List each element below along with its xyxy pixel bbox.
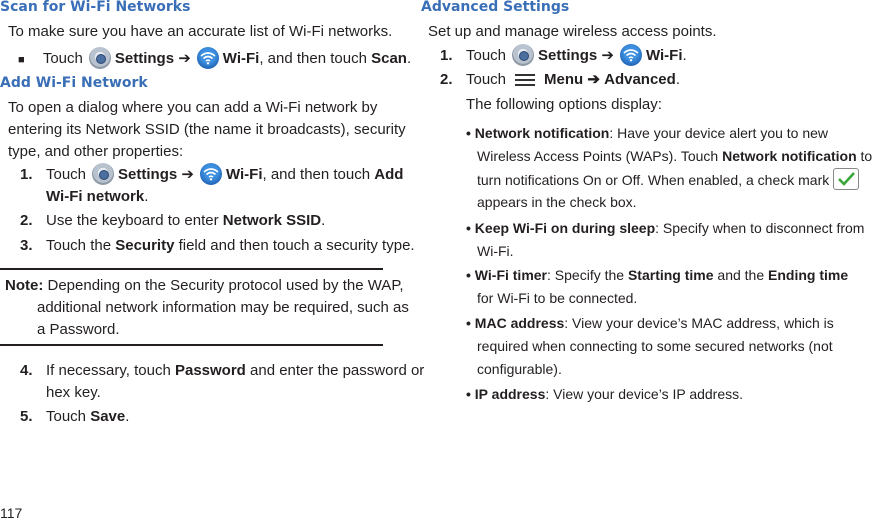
bullet-text: : Have your device alert you to new — [609, 125, 829, 141]
bullet-title: Network notification — [474, 125, 610, 141]
settings-icon — [512, 44, 534, 66]
settings-label: Settings — [118, 166, 178, 183]
bullet-network-notification: • Network notification: Have your device alert you to new — [466, 125, 829, 141]
add-step-4-cont: hex key. — [46, 384, 101, 401]
bullet-title: IP address — [474, 386, 546, 402]
security-label: Security — [115, 237, 175, 254]
touch-text: Touch — [46, 166, 87, 183]
touch-text: Touch — [42, 50, 83, 67]
step-text: Touch — [46, 408, 87, 425]
arrow-icon: ➔ — [587, 71, 600, 88]
bullet-text: turn notifications On or Off. When enabled, a check mark — [477, 172, 830, 188]
step-text-post: field and then touch a security type. — [178, 237, 415, 254]
bullet-text: to — [860, 148, 872, 164]
bullet-wifi-timer: • Wi-Fi timer: Specify the Starting time and the Ending time — [466, 267, 849, 283]
wifi-icon — [620, 44, 642, 66]
settings-label: Settings — [114, 50, 175, 67]
bullet-ip-address: • IP address: View your device’s IP address. — [466, 386, 744, 402]
network-notification-label: Network notification — [722, 148, 857, 164]
note-bottom-rule — [0, 344, 383, 346]
advanced-step-1: 1. Touch Settings ➔ Wi-Fi. — [440, 44, 687, 67]
step-number: 1. — [440, 47, 453, 64]
add-intro-3: type, and other properties: — [8, 143, 184, 160]
bullet-title: Wi-Fi timer — [474, 267, 548, 283]
note-line-2: additional network information may be required, such as — [37, 299, 409, 316]
advanced-heading: Advanced Settings — [421, 0, 570, 15]
save-label: Save — [90, 408, 126, 425]
bullet-keep-wifi-on: • Keep Wi-Fi on during sleep: Specify when to disconnect from — [466, 220, 865, 236]
step-text: Use the keyboard to enter — [46, 212, 219, 229]
options-display-text: The following options display: — [466, 96, 662, 113]
add-intro-2: entering its Network SSID (the name it broadcasts), security — [8, 121, 406, 138]
arrow-icon: ➔ — [181, 166, 194, 183]
menu-label: Menu — [544, 71, 584, 88]
touch-text: Touch — [466, 47, 507, 64]
add-step-5: 5. Touch Save. — [20, 406, 129, 428]
advanced-step-2: 2. Touch Menu ➔ Advanced. — [440, 69, 680, 91]
arrow-icon: ➔ — [601, 47, 614, 64]
step-text: If necessary, touch — [46, 362, 171, 379]
scan-then: , and then touch — [259, 50, 367, 67]
note — [5, 275, 404, 297]
arrow-icon: ➔ — [178, 50, 191, 67]
step-number: 2. — [20, 212, 33, 229]
add-step-2: 2. Use the keyboard to enter Network SSID. — [20, 210, 325, 232]
note-top-rule — [0, 268, 383, 270]
wifi-icon — [197, 47, 219, 69]
step-number: 1. — [20, 166, 33, 183]
wifi-label: Wi-Fi — [645, 47, 683, 64]
bullet-mac-address: • MAC address: View your device’s MAC address, which is — [466, 315, 834, 331]
bullet-title: MAC address — [474, 315, 565, 331]
bullet-network-notification-line-4: appears in the check box. — [477, 194, 637, 210]
scan-instruction: ■ Touch Settings ➔ Wi-Fi, and then touch Scan. — [18, 47, 411, 71]
bullet-wifi-timer-line-2: for Wi-Fi to be connected. — [477, 290, 638, 306]
add-label: Add — [374, 166, 404, 183]
settings-label: Settings — [538, 47, 598, 64]
bullet-mac-address-line-3: configurable). — [477, 361, 562, 377]
advanced-intro: Set up and manage wireless access points. — [428, 23, 717, 40]
add-step-1 — [20, 163, 403, 186]
then-text: , and then touch — [262, 166, 371, 183]
wifi-label: Wi-Fi — [225, 166, 263, 183]
bullet-keep-wifi-on-line-2: Wi-Fi. — [477, 243, 514, 259]
ending-time-label: Ending time — [768, 267, 849, 283]
bullet-network-notification-line-2 — [477, 145, 872, 168]
step-number: 3. — [20, 237, 33, 254]
checkmark-icon — [833, 168, 859, 190]
scan-label: Scan — [371, 50, 407, 67]
password-label: Password — [174, 362, 246, 379]
bullet-mac-address-line-2: required when connecting to some secured networks (not — [477, 338, 833, 354]
step-text: Touch the — [46, 237, 112, 254]
add-heading: Add Wi-Fi Network — [0, 75, 148, 91]
add-step-4 — [20, 360, 424, 382]
step-number: 4. — [20, 362, 33, 379]
bullet-text: and the — [717, 267, 765, 283]
wifi-label: Wi-Fi — [222, 50, 260, 67]
advanced-label: Advanced — [604, 71, 676, 88]
note-line-1: Depending on the Security protocol used by the WAP, — [47, 277, 404, 294]
page-number: 117 — [0, 505, 23, 521]
bullet-title: Keep Wi-Fi on during sleep — [474, 220, 656, 236]
scan-intro: To make sure you have an accurate list of Wi-Fi networks. — [8, 23, 393, 40]
note-label: Note: — [5, 277, 44, 294]
scan-heading: Scan for Wi-Fi Networks — [0, 0, 191, 15]
bullet-square: ■ — [18, 54, 25, 66]
bullet-text: : View your device’s IP address. — [545, 386, 744, 402]
step-text-post: and enter the password or — [250, 362, 425, 379]
add-intro-1: To open a dialog where you can add a Wi-Fi network by — [8, 99, 378, 116]
network-ssid-label: Network SSID — [222, 212, 322, 229]
touch-text: Touch — [466, 71, 507, 88]
step-number: 5. — [20, 408, 33, 425]
bullet-text: Wireless Access Points (WAPs). Touch — [477, 148, 719, 164]
menu-icon — [512, 71, 538, 87]
bullet-network-notification-line-3 — [477, 168, 859, 192]
bullet-text: : Specify the — [547, 267, 625, 283]
add-wifi-network-label: Wi-Fi network — [46, 188, 145, 205]
settings-icon — [92, 163, 114, 185]
bullet-text: : Specify when to disconnect from — [655, 220, 865, 236]
note-line-3: a Password. — [37, 321, 120, 338]
wifi-icon — [200, 163, 222, 185]
bullet-text: : View your device’s MAC address, which is — [564, 315, 834, 331]
add-step-3 — [20, 235, 415, 257]
step-number: 2. — [440, 71, 453, 88]
settings-icon — [89, 47, 111, 69]
add-step-1-cont: Wi-Fi network. — [46, 188, 149, 205]
starting-time-label: Starting time — [627, 267, 714, 283]
